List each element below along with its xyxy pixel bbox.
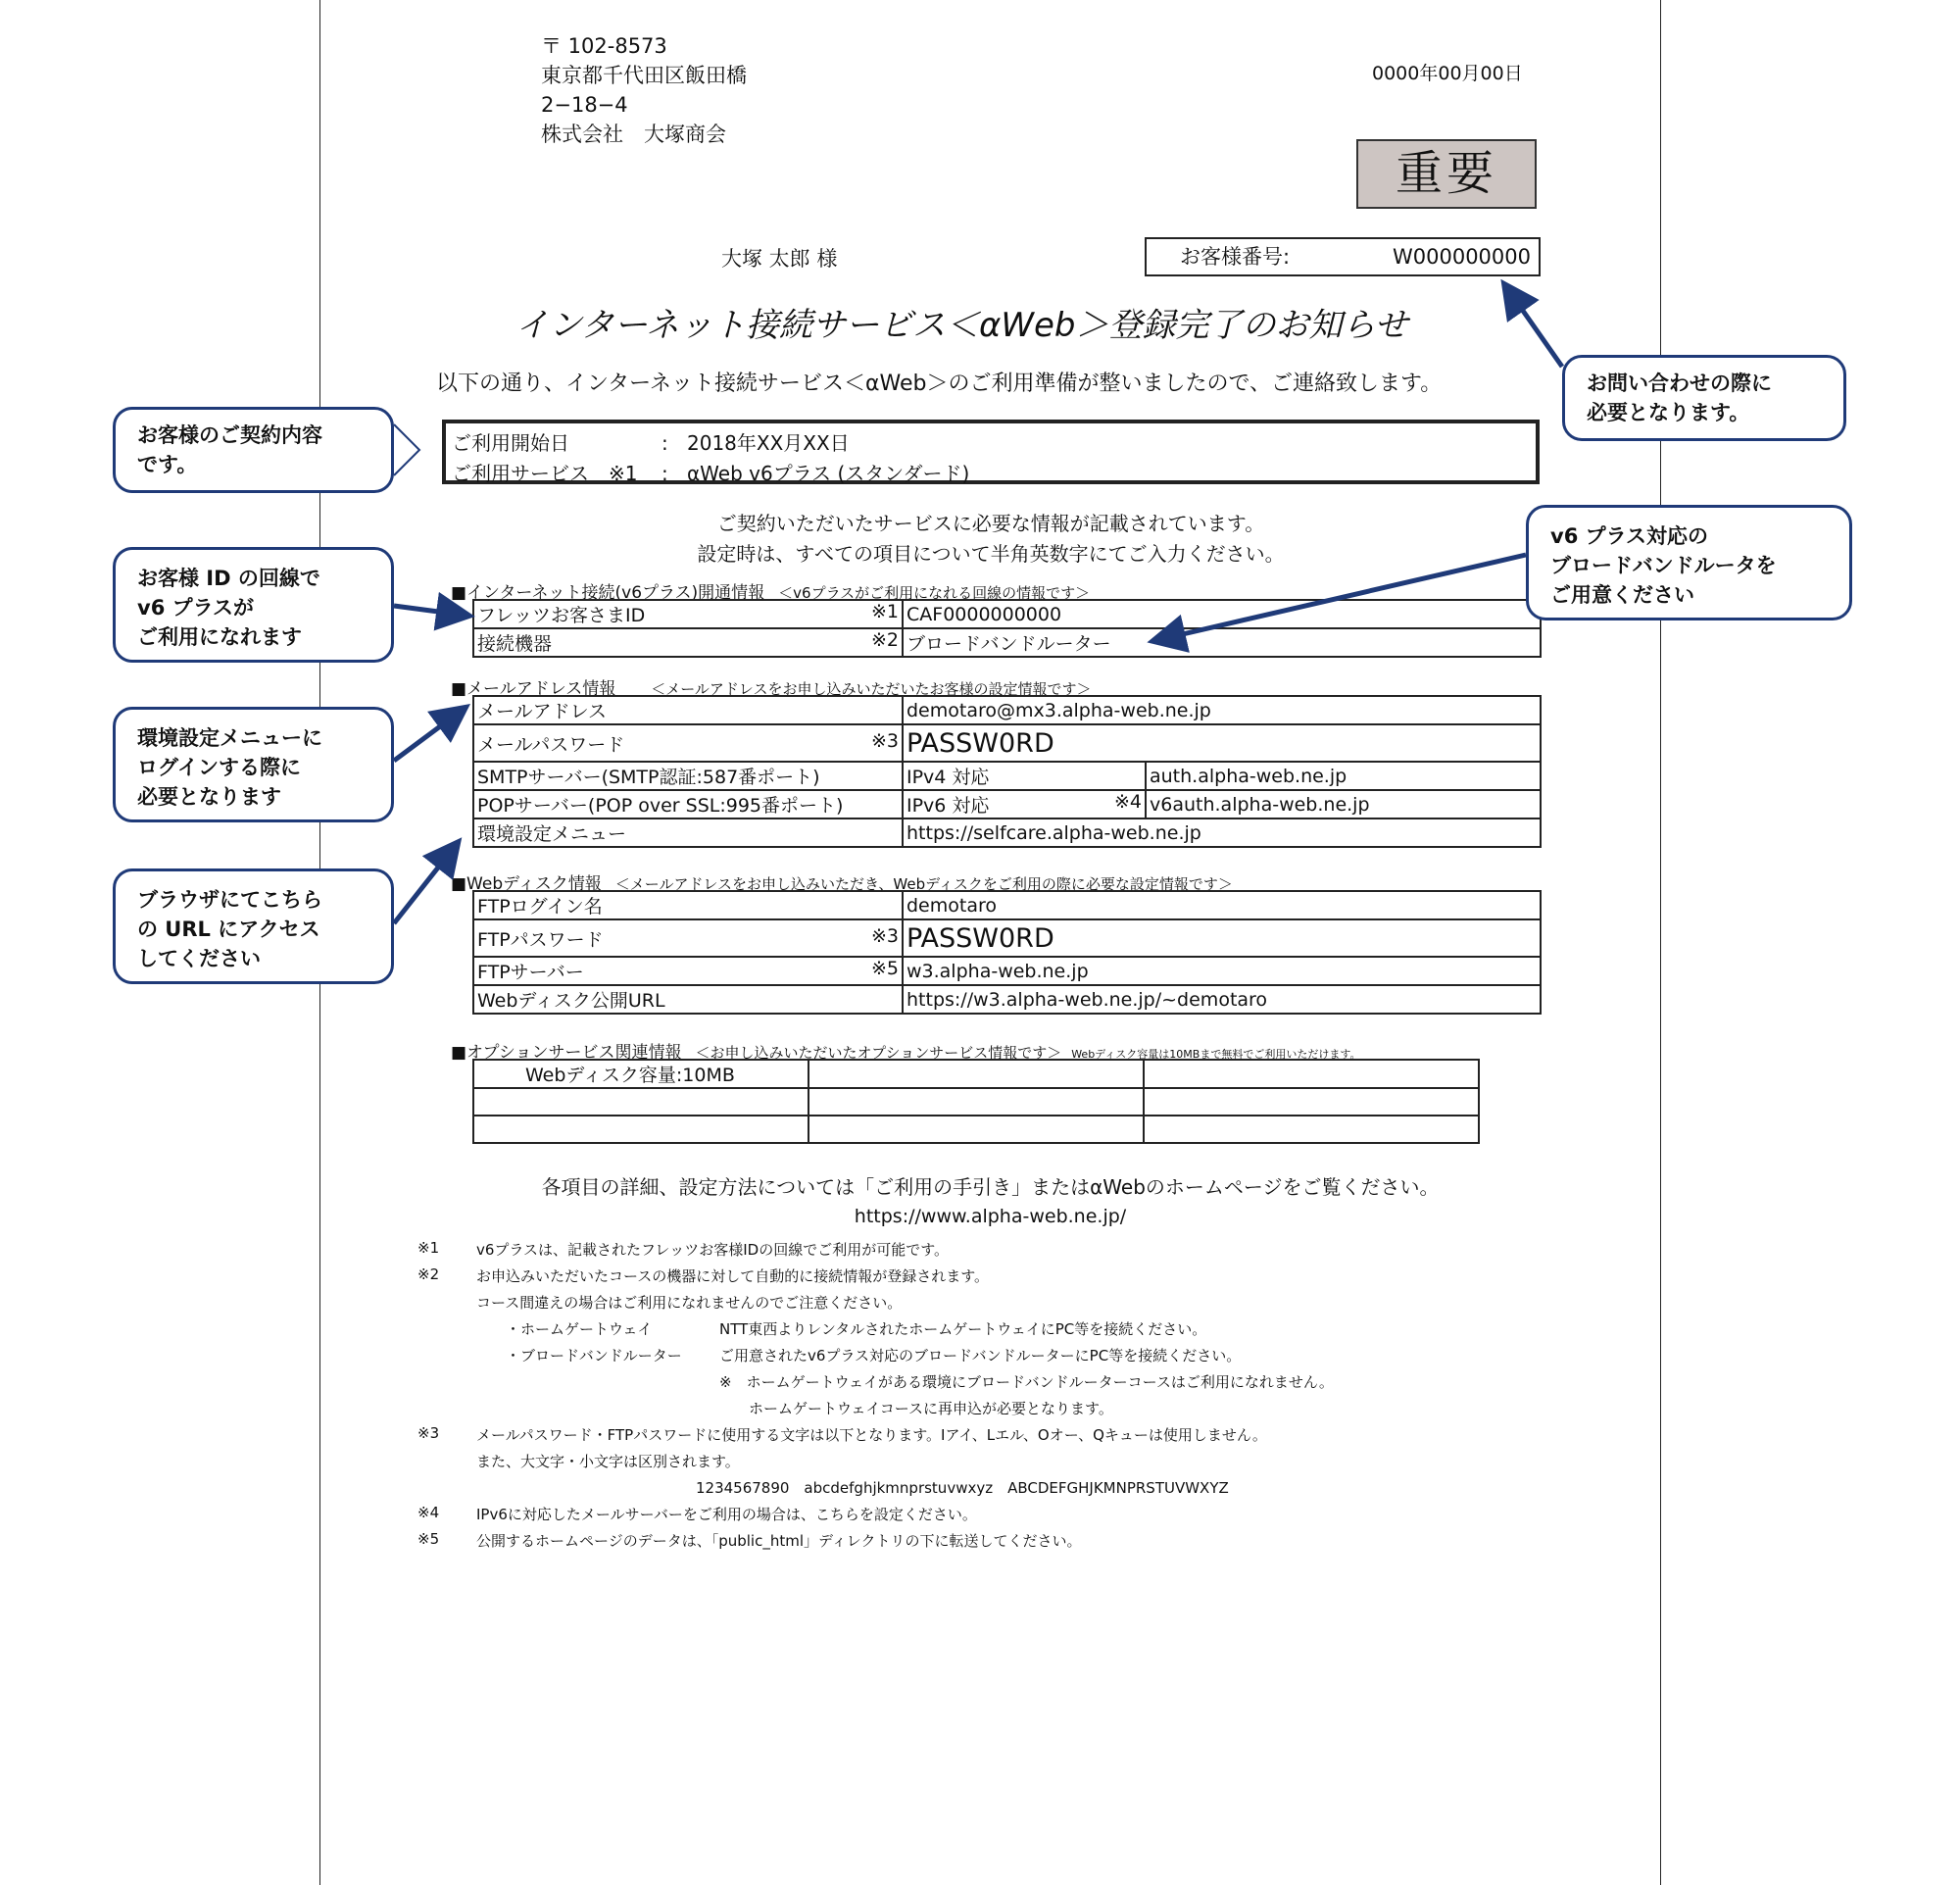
arrow-to-router	[1161, 555, 1526, 639]
recipient-name: 大塚 太郎 様	[721, 247, 838, 271]
callout-line-line-2: v6 プラスが	[137, 596, 254, 620]
pop-mark: ※4	[1113, 791, 1142, 813]
arrow-to-mail-address	[394, 713, 459, 761]
webdisk-url-label: Webディスク公開URL	[477, 990, 665, 1012]
callout-contract-line-2: です。	[137, 453, 198, 476]
section-mail-sub: ＜メールアドレスをお申し込みいただいたお客様の設定情報です＞	[651, 680, 1092, 698]
callout-login-line-2: ログインする際に	[137, 756, 301, 779]
callout-contract-pointer	[394, 424, 419, 475]
address-line-1: 東京都千代田区飯田橋	[541, 64, 747, 87]
service-value: αWeb v6プラス (スタンダード)	[687, 462, 970, 485]
pop-label: POPサーバー(POP over SSL:995番ポート)	[473, 790, 903, 818]
section-option-sub: ＜お申し込みいただいたオプションサービス情報です＞	[695, 1044, 1062, 1062]
callout-browser-line-3: してください	[137, 947, 261, 970]
footnote-2c: NTT東西よりレンタルされたホームゲートウェイにPC等を接続ください。	[719, 1320, 1207, 1338]
postal-code: 〒 102-8573	[541, 34, 667, 58]
section-mail-title: ■メールアドレス情報	[451, 679, 616, 699]
settings-menu-url: https://selfcare.alpha-web.ne.jp	[903, 818, 1541, 847]
important-stamp: 重要	[1356, 139, 1537, 209]
footnote-3c: 1234567890 abcdefghjkmnprstuvwxyz ABCDEFGHJKMNPRSTUVWXYZ	[696, 1479, 1229, 1497]
pop-type: IPv6 対応	[906, 795, 990, 817]
letter-date: 0000年00月00日	[1372, 63, 1523, 84]
company-name: 株式会社 大塚商会	[541, 123, 726, 146]
footnote-2b: コース間違えの場合はご利用になれませんのでご注意ください。	[476, 1294, 903, 1312]
webdisk-url-value: https://w3.alpha-web.ne.jp/~demotaro	[903, 985, 1541, 1014]
section-option-note: Webディスク容量は10MBまで無料でご利用いただけます。	[1071, 1048, 1361, 1061]
notice-line-1: ご契約いただいたサービスに必要な情報が記載されています。	[716, 512, 1265, 535]
smtp-label: SMTPサーバー(SMTP認証:587番ポート)	[473, 762, 903, 790]
ftp-server-mark: ※5	[870, 958, 899, 979]
footnote-5-mark: ※5	[417, 1530, 440, 1548]
ftp-password-value: PASSW0RD	[903, 919, 1541, 957]
address-line-2: 2−18−4	[541, 93, 628, 117]
footnote-5: 公開するホームページのデータは、「public_html」ディレクトリの下に転送してください。	[476, 1532, 1082, 1550]
lead-text: 以下の通り、インターネット接続サービス＜αWeb＞のご利用準備が整いましたので、ご連絡致します。	[436, 372, 1443, 396]
footnote-3-mark: ※3	[417, 1424, 440, 1442]
section-v6-title: ■インターネット接続(v6プラス)開通情報	[451, 583, 765, 603]
callout-login-line-3: 必要となります	[137, 785, 281, 809]
footnote-3a: メールパスワード・FTPパスワードに使用する文字は以下となります。Iアイ、Lエル、Oオー、Qキューは使用しません。	[476, 1426, 1267, 1444]
customer-number-label: お客様番号:	[1180, 245, 1291, 269]
mail-address-label: メールアドレス	[473, 696, 903, 724]
section-option-title: ■オプションサービス関連情報	[451, 1043, 682, 1063]
arrow-to-settings-menu	[394, 849, 453, 923]
footnote-3b: また、大文字・小文字は区別されます。	[476, 1453, 740, 1470]
service-colon: :	[662, 462, 668, 485]
callout-browser-line-2: の URL にアクセス	[137, 918, 320, 941]
start-date-colon: :	[662, 431, 668, 455]
start-date-label: ご利用開始日	[452, 431, 569, 455]
callout-inquiry-line-2: 必要となります。	[1587, 401, 1750, 424]
service-mark: ※1	[609, 462, 638, 485]
smtp-value: auth.alpha-web.ne.jp	[1146, 762, 1541, 790]
v6-id-label: フレッツお客さまID	[477, 605, 646, 626]
ftp-login-value: demotaro	[903, 891, 1541, 919]
footnote-2d-label: ・ブロードバンドルーター	[506, 1347, 682, 1364]
mail-password-label: メールパスワード	[477, 733, 625, 756]
v6-device-mark: ※2	[870, 629, 899, 651]
callout-login-line-1: 環境設定メニューに	[137, 726, 322, 750]
service-label: ご利用サービス	[452, 462, 589, 485]
callout-contract-line-1: お客様のご契約内容	[137, 423, 322, 447]
footnote-2c-label: ・ホームゲートウェイ	[506, 1320, 653, 1338]
ftp-password-mark: ※3	[870, 924, 899, 947]
arrow-to-line-id	[394, 606, 461, 615]
footnote-2-mark: ※2	[417, 1265, 440, 1283]
v6-id-value: CAF0000000000	[903, 600, 1541, 628]
v6-device-value: ブロードバンドルーター	[903, 628, 1541, 657]
footnote-1-mark: ※1	[417, 1239, 440, 1257]
section-v6-sub: ＜v6プラスがご利用になれる回線の情報です＞	[778, 584, 1091, 602]
footnote-2f: ホームゲートウェイコースに再申込が必要となります。	[749, 1400, 1113, 1417]
v6-id-mark: ※1	[870, 601, 899, 622]
smtp-type: IPv4 対応	[903, 762, 1146, 790]
section-web-sub: ＜メールアドレスをお申し込みいただき、Webディスクをご利用の際に必要な設定情報です＞	[614, 875, 1233, 893]
v6-device-label: 接続機器	[477, 633, 553, 655]
callout-router-line-2: ブロードバンドルータを	[1550, 554, 1777, 577]
mail-password-mark: ※3	[870, 729, 899, 752]
footnote-2a: お申込みいただいたコースの機器に対して自動的に接続情報が登録されます。	[476, 1267, 990, 1285]
footnote-2d: ご用意されたv6プラス対応のブロードバンドルーターにPC等を接続ください。	[719, 1347, 1242, 1364]
ftp-server-value: w3.alpha-web.ne.jp	[903, 957, 1541, 985]
callout-inquiry-line-1: お問い合わせの際に	[1587, 372, 1772, 395]
mail-password-value: PASSW0RD	[903, 724, 1541, 762]
mail-address-value: demotaro@mx3.alpha-web.ne.jp	[903, 696, 1541, 724]
ftp-login-label: FTPログイン名	[477, 896, 603, 918]
callout-browser-line-1: ブラウザにてこちら	[137, 888, 322, 912]
callout-router-line-1: v6 プラス対応の	[1550, 524, 1708, 548]
ftp-server-label: FTPサーバー	[477, 962, 584, 983]
callout-router-line-3: ご用意ください	[1550, 583, 1694, 607]
callout-line-line-3: ご利用になれます	[137, 625, 302, 649]
settings-menu-label: 環境設定メニュー	[473, 818, 903, 847]
letter-title: インターネット接続サービス＜αWeb＞登録完了のお知らせ	[515, 306, 1408, 345]
callout-line-line-1: お客様 ID の回線で	[137, 567, 320, 590]
pop-value: v6auth.alpha-web.ne.jp	[1146, 790, 1541, 818]
start-date-value: 2018年XX月XX日	[687, 431, 850, 455]
customer-number-value: W000000000	[1392, 245, 1531, 269]
option-cell-webdisk: Webディスク容量:10MB	[473, 1060, 808, 1088]
ftp-password-label: FTPパスワード	[477, 928, 604, 951]
notice-line-2: 設定時は、すべての項目について半角英数字にてご入力ください。	[697, 542, 1285, 566]
footnote-2e: ※ ホームゲートウェイがある環境にブロードバンドルーターコースはご利用になれません。	[719, 1373, 1334, 1391]
detail-url: https://www.alpha-web.ne.jp/	[854, 1206, 1127, 1227]
footnote-1: v6プラスは、記載されたフレッツお客様IDの回線でご利用が可能です。	[476, 1241, 949, 1259]
section-web-title: ■Webディスク情報	[451, 874, 602, 894]
footnote-4-mark: ※4	[417, 1504, 440, 1521]
detail-line: 各項目の詳細、設定方法については「ご利用の手引き」またはαWebのホームページをご覧ください。	[541, 1175, 1440, 1199]
arrow-to-customer-number	[1509, 291, 1562, 367]
footnote-4: IPv6に対応したメールサーバーをご利用の場合は、こちらを設定ください。	[476, 1506, 977, 1523]
